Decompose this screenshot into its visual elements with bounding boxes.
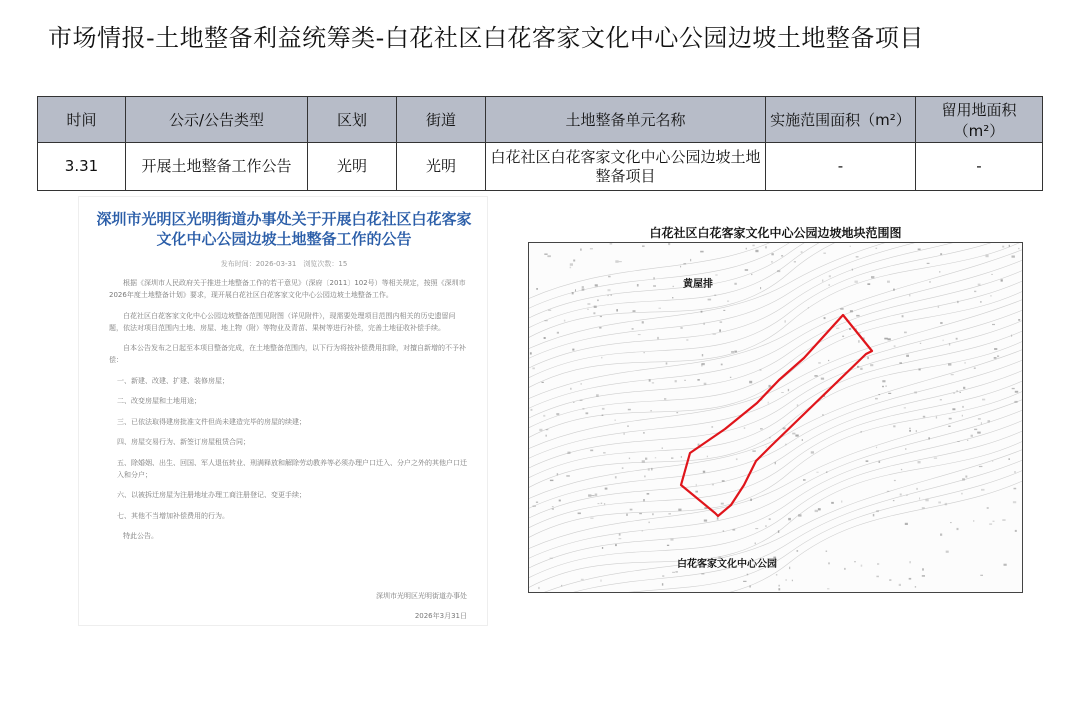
cell-notice-type: 开展土地整备工作公告	[126, 143, 308, 191]
notice-item: 七、其他不当增加补偿费用的行为。	[117, 511, 229, 520]
page-title: 市场情报-土地整备利益统筹类-白花社区白花客家文化中心公园边坡土地整备项目	[48, 24, 924, 52]
col-area-header: 实施范围面积（m²）	[766, 97, 916, 143]
project-boundary-outline	[681, 315, 872, 516]
col-notice-type-header: 公示/公告类型	[126, 97, 308, 143]
notice-signer: 深圳市光明区光明街道办事处	[376, 592, 467, 600]
notice-paragraph: 自本公告发布之日起至本项目整备完成，在土地整备范围内，以下行为将按补偿费用扣除，对擅自新增的不予补偿：	[109, 344, 466, 364]
table-header-row	[38, 97, 1043, 143]
boundary-map	[528, 224, 1023, 593]
notice-item: 六、以被拆迁房屋为注册地址办理工商注册登记、变更手续；	[117, 491, 306, 499]
notice-paragraph: 根据《深圳市人民政府关于推进土地整备工作的若干意见》（深府〔2011〕102号）等相关规定，按照《深圳市2026年度土地整备计划》要求，现开展白花社区白花客家文化中心公园边坡土地整备工作。	[109, 279, 466, 299]
cell-street: 光明	[397, 143, 486, 191]
notice-meta: 发布时间：2026-03-31 浏览次数：15	[220, 260, 348, 268]
map-title: 白花社区白花客家文化中心公园边坡地块范围图	[649, 226, 902, 240]
notice-item: 四、房屋交易行为、新签订房屋租赁合同；	[117, 438, 250, 446]
notice-closing: 特此公告。	[123, 532, 158, 540]
notice-body	[109, 277, 469, 551]
map-markings	[530, 243, 1020, 590]
col-district-header: 区划	[308, 97, 397, 143]
market-info-table	[37, 96, 1043, 191]
cell-time: 3.31	[38, 143, 126, 191]
col-street-header: 街道	[397, 97, 486, 143]
notice-title: 深圳市光明区光明街道办事处关于开展白花社区白花客家文化中心公园边坡土地整备工作的公告	[96, 210, 472, 248]
map-label-park: 白花客家文化中心公园	[677, 559, 777, 570]
map-label-huangwupai: 黄屋排	[683, 279, 713, 290]
notice-item: 三、已依法取得建房批准文件但尚未建造完毕的房屋的续建；	[117, 417, 306, 426]
map-canvas	[529, 243, 1023, 593]
notice-date: 2026年3月31日	[414, 612, 467, 620]
cell-area: -	[766, 143, 916, 191]
notice-document	[78, 196, 488, 626]
notice-paragraph: 白花社区白花客家文化中心公园边坡整备范围见附图（详见附件），现需要处理项目范围内相关的历史遗留问题，依法对项目范围内土地、房屋、地上物（附）等物业及青苗、果树等进行补偿，完善土地征收补偿手续。	[109, 311, 456, 332]
notice-signature	[376, 586, 467, 626]
notice-item: 五、除婚姻、出生、回国、军人退伍转业、刑满释放和解除劳动教养等必须办理户口迁入、分户之外的其他户口迁入和分户；	[117, 458, 467, 479]
col-time-header: 时间	[38, 97, 126, 143]
notice-item: 二、改变房屋和土地用途；	[117, 397, 201, 405]
col-unit-name-header: 土地整备单元名称	[486, 97, 766, 143]
col-reserved-area-header: 留用地面积（m²）	[916, 97, 1043, 143]
table-row	[38, 143, 1043, 191]
cell-reserved-area: -	[916, 143, 1043, 191]
map-frame	[528, 242, 1023, 593]
cell-district: 光明	[308, 143, 397, 191]
notice-item: 一、新建、改建、扩建、装修房屋；	[117, 376, 229, 385]
cell-unit-name: 白花社区白花客家文化中心公园边坡土地整备项目	[486, 143, 766, 191]
